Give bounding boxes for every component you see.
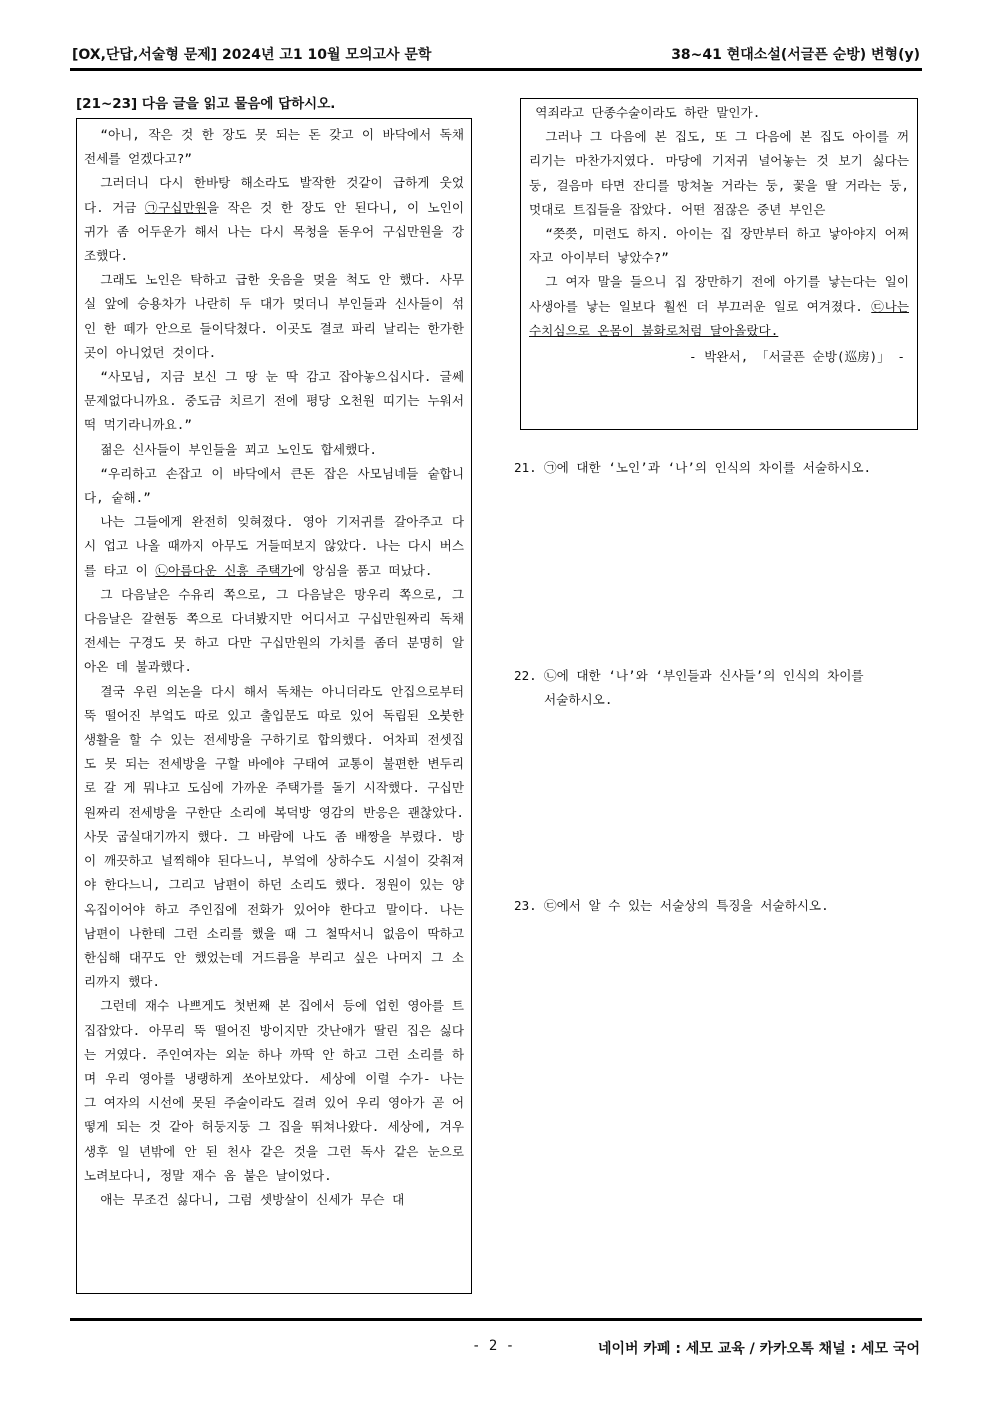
underline-mark-c: ㉢나는 수치심으로 온몸이 불화로처럼 달아올랐다. [529, 298, 909, 338]
passage-paragraph: “쯧쯧, 미련도 하지. 아이는 집 장만부터 하고 낳아야지 어쩌자고 아이부터 낳았수?” [529, 226, 909, 266]
passage-paragraph: 그 다음날은 수유리 쪽으로, 그 다음날은 망우리 쪽으로, 그 다음날은 갈현동 쪽으로 다녀봤지만 어디서고 구십만원짜리 독채 전세는 구경도 못 하고 다만 구십만원의 가치를 좀더 분명히 알아온 데 불과했다. [84, 586, 464, 675]
header-divider [70, 68, 922, 71]
passage-paragraph: 그러더니 다시 한바탕 해소라도 발작한 것같이 급하게 웃었다. 거금 ㉠구십만원을 작은 것 한 장도 안 된다니, 이 노인이 귀가 좀 어두운가 해서 나는 다시 목청을 돋우어 구십만원을 강조했다. [84, 175, 464, 264]
instruction: [21~23] 다음 글을 읽고 물음에 답하시오. [76, 96, 336, 112]
underline-mark-a: ㉠구십만원 [144, 199, 207, 215]
page-number: - 2 - [472, 1338, 515, 1354]
underline-mark-b: ㉡아름다운 신흥 주택가 [155, 562, 293, 578]
question-22: 22. ㉡에 대한 ‘나’와 ‘부인들과 신사들’의 인식의 차이를 서술하시오. [514, 668, 864, 707]
passage-paragraph: 나는 그들에게 완전히 잊혀졌다. 영아 기저귀를 갈아주고 다시 업고 나올 때까지 아무도 거들떠보지 않았다. 나는 다시 버스를 타고 이 ㉡아름다운 신흥 주택가에 앙심을 품고 떠났다. [84, 514, 464, 578]
passage-paragraph: 결국 우린 의논을 다시 해서 독채는 아니더라도 안집으로부터 뚝 떨어진 부엌도 따로 있고 출입문도 따로 있어 독립된 오붓한 생활을 할 수 있는 전세방을 구하기로 합의했다. 어차피 전셋집도 못 되는 전세방을 구할 바에야 구태여 교통이 불편한 변두리로 갈 게 뭐냐고 도심에 가까운 주택가를 돌기 시작했다. 구십만원짜리 전세방을 구한단 소리에 복덕방 영감의 반응은 괜찮았다. 사뭇 굽실대기까지 했다. 그 바람에 나도 좀 배짱을 부렸다. 방이 깨끗하고 널찍해야 된다느니, 부엌에 상하수도 시설이 갖춰져야 한다느니, 그리고 남편이 하던 소리도 했다. 정원이 있는 양옥집이어야 하고 주인집에 전화가 있어야 한다고 말이다. 나는 남편이 나한테 그런 소리를 했을 때 그 철딱서니 없음이 딱하고 한심해 대꾸도 안 했었는데 거드름을 부리고 싶은 나머지 그 소리까지 했다. [84, 683, 464, 990]
passage-paragraph: 그러나 그 다음에 본 집도, 또 그 다음에 본 집도 아이를 꺼리기는 마찬가지였다. 마당에 기저귀 널어놓는 것 보기 싫다는 둥, 걸음마 타면 잔디를 망쳐놀 거라는 둥, 꽃을 딸 거라는 둥, 멋대로 트집들을 잡았다. 어떤 점잖은 중년 부인은 [529, 129, 909, 217]
passage-box [76, 118, 472, 1294]
footer-info: 네이버 카페 : 세모 교육 / 카카오톡 채널 : 세모 국어 [597, 1341, 920, 1357]
passage-paragraph: 그런데 재수 나쁘게도 첫번째 본 집에서 등에 업힌 영아를 트집잡았다. 아무리 뚝 떨어진 방이지만 갓난애가 딸린 집은 싫다는 거였다. 주인여자는 외눈 하나 까딱 안 하고 그런 소리를 하며 우리 영아를 냉랭하게 쏘아보았다. 세상에 이럴 수가- 나는 그 여자의 시선에 못된 주술이라도 걸려 있어 우리 영아가 곧 어떻게 되는 것 같아 허둥지둥 그 집을 뛰쳐나왔다. 세상에, 겨우 생후 일 년밖에 안 된 천사 같은 것을 그런 독사 같은 눈으로 노려보다니, 정말 재수 옴 붙은 날이었다. [84, 998, 464, 1183]
question-23: 23. ㉢에서 알 수 있는 서술상의 특징을 서술하시오. [514, 898, 829, 913]
passage-paragraph: 그 여자 말을 들으니 집 장만하기 전에 아기를 낳는다는 일이 사생아를 낳는 일보다 훨씬 더 부끄러운 일로 여겨졌다. ㉢나는 수치심으로 온몸이 불화로처럼 달아올랐다. [529, 274, 909, 338]
passage-paragraph: 그래도 노인은 탁하고 급한 웃음을 멎을 척도 안 했다. 사무실 앞에 승용차가 나란히 두 대가 멎더니 부인들과 신사들이 섞인 한 떼가 안으로 들이닥쳤다. 이곳도 결코 파리 날리는 한가한 곳이 아니었던 것이다. [84, 272, 464, 360]
header-subtitle: 38~41 현대소설(서글픈 순방) 변형(y) [671, 47, 920, 63]
passage-paragraph: “우리하고 손잡고 이 바닥에서 큰돈 잡은 사모님네들 숱합니다, 숱해.” [84, 465, 464, 506]
passage-paragraph: “아니, 작은 것 한 장도 못 되는 돈 갖고 이 바닥에서 독채 전세를 얻겠다고?” [84, 127, 464, 167]
footer-divider [70, 1318, 922, 1321]
passage-paragraph: 젊은 신사들이 부인들을 꾀고 노인도 합세했다. [100, 441, 378, 457]
passage-paragraph: “사모님, 지금 보신 그 땅 눈 딱 감고 잡아놓으십시다. 글쎄 문제없다니까요. 중도금 치르기 전에 평당 오천원 띠기는 누워서 떡 먹기라니까요.” [84, 369, 464, 433]
header-title: [OX,단답,서술형 문제] 2024년 고1 10월 모의고사 문학 [72, 47, 432, 63]
question-21: 21. ㉠에 대한 ‘노인’과 ‘나’의 인식의 차이를 서술하시오. [514, 460, 872, 475]
passage-continued-box [520, 98, 918, 430]
passage-paragraph: 애는 무조건 싫다니, 그럼 셋방살이 신세가 무슨 대 [100, 1191, 405, 1207]
passage-paragraph: 역죄라고 단종수술이라도 하란 말인가. [535, 105, 761, 120]
source-citation: - 박완서, 「서글픈 순방(巡房)」 - [689, 349, 905, 365]
